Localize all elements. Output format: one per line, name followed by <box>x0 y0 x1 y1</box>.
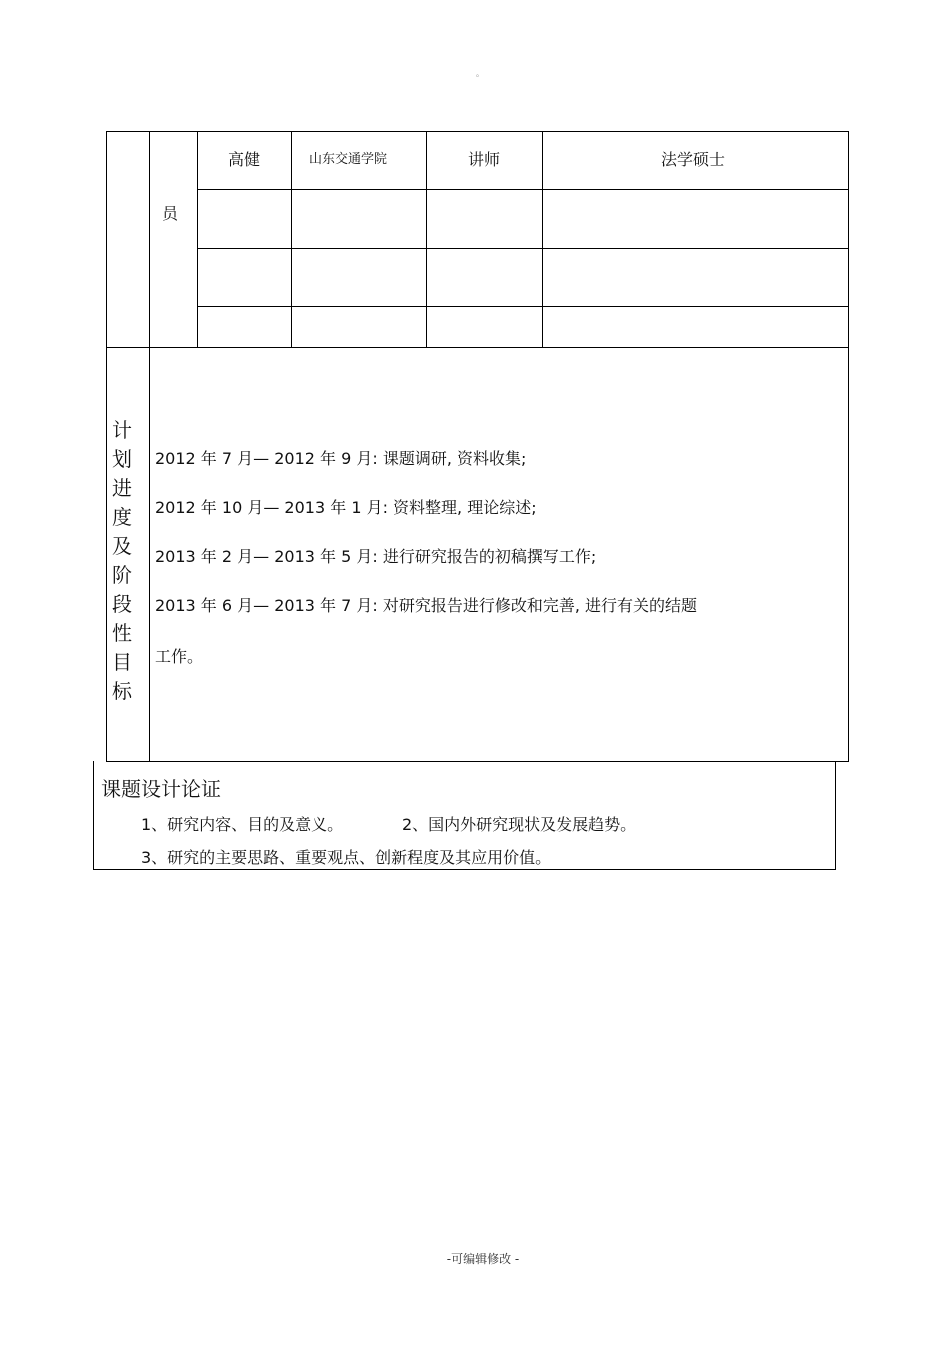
plan-label-char: 标 <box>112 679 132 703</box>
plan-label-char: 及 <box>112 534 132 558</box>
plan-label-char: 段 <box>112 592 132 616</box>
plan-label-char: 度 <box>112 505 132 529</box>
plan-line: 2012 年 10 月— 2013 年 1 月: 资料整理, 理论综述; <box>155 498 537 517</box>
member-name-cell: 高健 <box>227 150 261 169</box>
header-mark: 。 <box>476 69 484 78</box>
plan-line: 工作。 <box>155 647 204 666</box>
member-degree-cell: 法学硕士 <box>660 150 726 169</box>
plan-label-char: 进 <box>112 476 132 500</box>
design-item-1: 1、研究内容、目的及意义。 <box>141 815 344 834</box>
design-item-2: 2、国内外研究现状及发展趋势。 <box>402 815 637 834</box>
design-title: 课题设计论证 <box>101 777 221 801</box>
design-item-3: 3、研究的主要思路、重要观点、创新程度及其应用价值。 <box>141 848 552 867</box>
page-footer: -可编辑修改 - <box>446 1252 520 1266</box>
member-title-cell: 讲师 <box>467 150 501 169</box>
plan-line: 2013 年 6 月— 2013 年 7 月: 对研究报告进行修改和完善, 进行有关的结题 <box>155 596 698 615</box>
members-label: 员 <box>162 204 179 223</box>
plan-line: 2012 年 7 月— 2012 年 9 月: 课题调研, 资料收集; <box>155 449 527 468</box>
plan-label-char: 计 <box>112 418 132 442</box>
member-unit-cell: 山东交通学院 <box>308 152 388 167</box>
plan-label-char: 目 <box>112 650 132 674</box>
plan-label-char: 阶 <box>112 563 132 587</box>
plan-line: 2013 年 2 月— 2013 年 5 月: 进行研究报告的初稿撰写工作; <box>155 547 597 566</box>
plan-label-char: 性 <box>112 621 132 645</box>
plan-label-char: 划 <box>112 447 132 471</box>
